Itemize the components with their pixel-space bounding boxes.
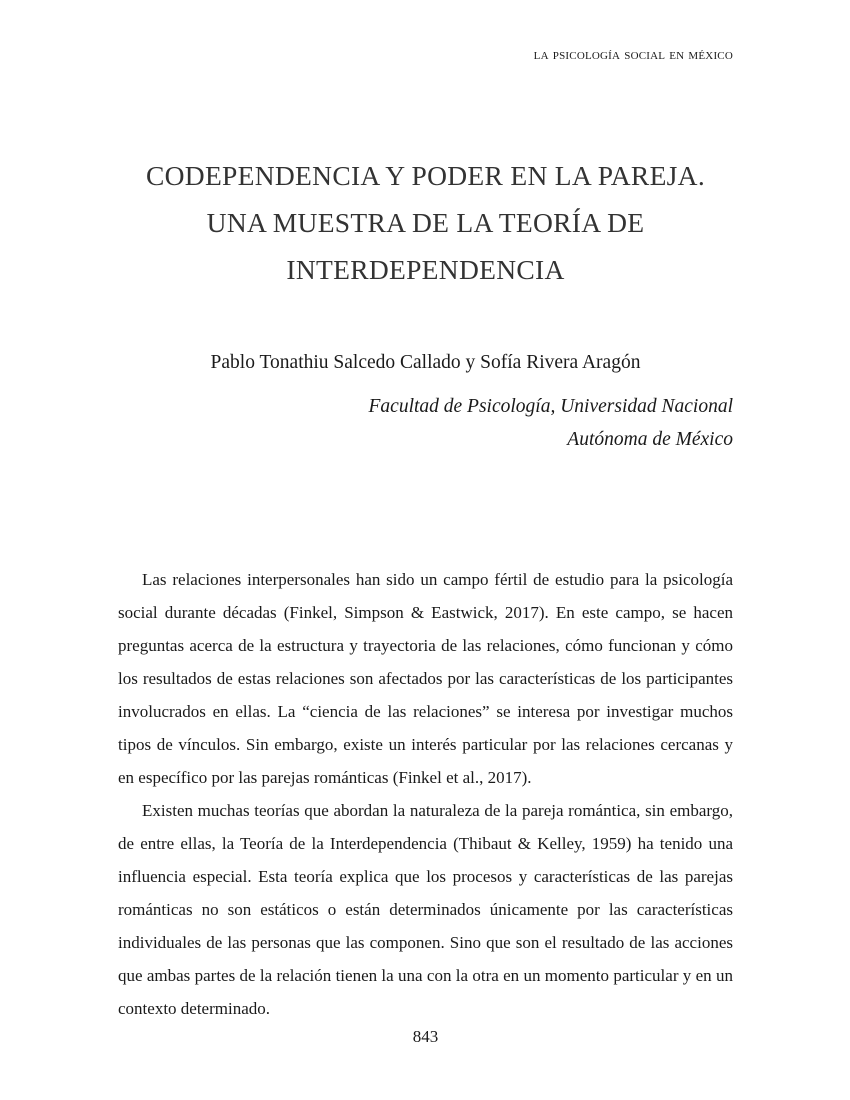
author-affiliation (118, 390, 733, 456)
body-text (118, 563, 733, 1025)
article-title (118, 152, 733, 293)
affiliation-line-1: Facultad de Psicología, Universidad Nacional (368, 396, 733, 417)
title-line-2: UNA MUESTRA DE LA TEORÍA DE (206, 207, 645, 238)
author-names: Pablo Tonathiu Salcedo Callado y Sofía Rivera Aragón (210, 352, 641, 373)
affiliation-line-2: Autónoma de México (567, 429, 733, 450)
title-line-3: INTERDEPENDENCIA (286, 254, 565, 285)
author-block (118, 348, 733, 456)
title-line-1: CODEPENDENCIA Y PODER EN LA PAREJA. (145, 160, 706, 191)
body-paragraph: Las relaciones interpersonales han sido un campo fértil de estudio para la psicología social durante décadas (Finkel, Simpson & Eastwick, 2017). En este campo, se hacen preguntas acerca de la estructura y trayectoria de las relaciones, cómo funcionan y cómo los resultados de estas relaciones son afectados por las características de los participantes involucrados en ellas. La “ciencia de las relaciones” se interesa por investigar muchos tipos de vínculos. Sin embargo, existe un interés particular por las relaciones cercanas y en específico por las parejas románticas (Finkel et al., 2017). (118, 570, 733, 787)
body-paragraph: Existen muchas teorías que abordan la naturaleza de la pareja romántica, sin embargo, de entre ellas, la Teoría de la Interdependencia (Thibaut & Kelley, 1959) ha tenido una influencia especial. Esta teoría explica que los procesos y características de las parejas románticas no son estáticos o están determinados únicamente por las características individuales de las personas que las componen. Sino que son el resultado de las acciones que ambas partes de la relación tienen la una con la otra en un momento particular y en un contexto determinado. (118, 801, 733, 1018)
running-head: la psicología social en méxico (533, 46, 733, 63)
page-number: 843 (412, 1027, 439, 1046)
